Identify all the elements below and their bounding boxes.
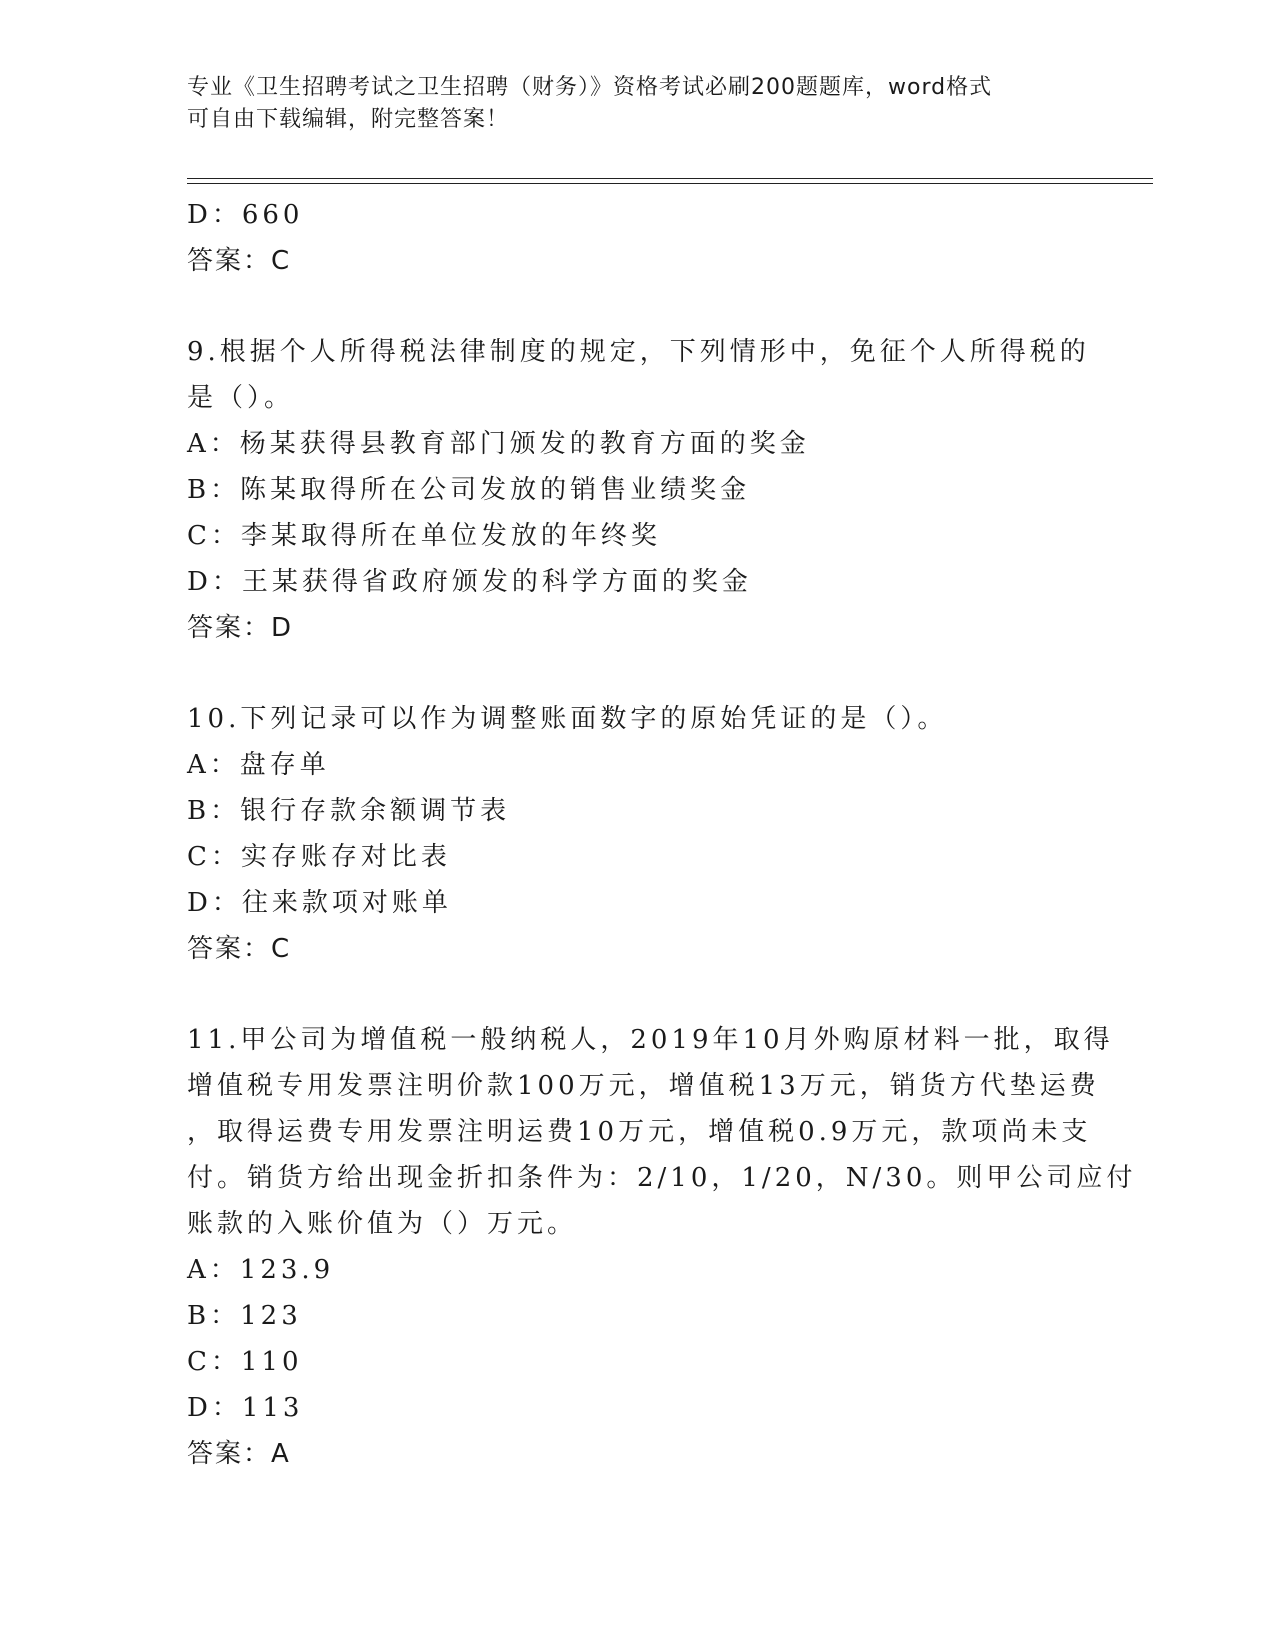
option-a: A：盘存单 [187, 750, 330, 780]
question-text-line: 是（）。 [187, 383, 295, 413]
prev-option-d: D：660 [187, 200, 304, 230]
question-11 [187, 1017, 1137, 1477]
option-d: D：往来款项对账单 [187, 888, 452, 918]
question-10 [187, 696, 1087, 972]
question-text-line: 11.甲公司为增值税一般纳税人，2019年10月外购原材料一批，取得 [187, 1025, 1114, 1055]
page-content [187, 192, 1137, 1477]
answer: 答案：C [187, 934, 292, 964]
question-text-line: 10.下列记录可以作为调整账面数字的原始凭证的是（）。 [187, 704, 948, 734]
question-text-line: ，取得运费专用发票注明运费10万元，增值税0.9万元，款项尚未支 [187, 1117, 1092, 1147]
option-b: B：银行存款余额调节表 [187, 796, 511, 826]
option-a: A：杨某获得县教育部门颁发的教育方面的奖金 [187, 429, 810, 459]
option-c: C：李某取得所在单位发放的年终奖 [187, 521, 661, 551]
header-line-2: 可自由下载编辑，附完整答案！ [187, 107, 510, 132]
option-c: C：110 [187, 1347, 303, 1377]
header-divider-bottom [187, 183, 1153, 184]
answer: 答案：A [187, 1439, 291, 1469]
question-text-line: 9.根据个人所得税法律制度的规定，下列情形中，免征个人所得税的 [187, 337, 1090, 367]
header-line-1: 专业《卫生招聘考试之卫生招聘（财务）》资格考试必刷200题题库，word格式 [187, 75, 993, 100]
question-text-line: 增值税专用发票注明价款100万元，增值税13万元，销货方代垫运费 [187, 1071, 1100, 1101]
header-divider-top [187, 178, 1153, 179]
option-d: D：113 [187, 1393, 304, 1423]
option-b: B：123 [187, 1301, 302, 1331]
prev-answer: 答案：C [187, 246, 292, 276]
question-text-line: 账款的入账价值为（）万元。 [187, 1209, 578, 1239]
option-c: C：实存账存对比表 [187, 842, 451, 872]
option-b: B：陈某取得所在公司发放的销售业绩奖金 [187, 475, 751, 505]
document-header [187, 72, 1067, 136]
question-text-line: 付。销货方给出现金折扣条件为：2/10，1/20，N/30。则甲公司应付 [187, 1163, 1137, 1193]
answer: 答案：D [187, 613, 294, 643]
option-d: D：王某获得省政府颁发的科学方面的奖金 [187, 567, 752, 597]
option-a: A：123.9 [187, 1255, 335, 1285]
question-9 [187, 329, 1090, 651]
